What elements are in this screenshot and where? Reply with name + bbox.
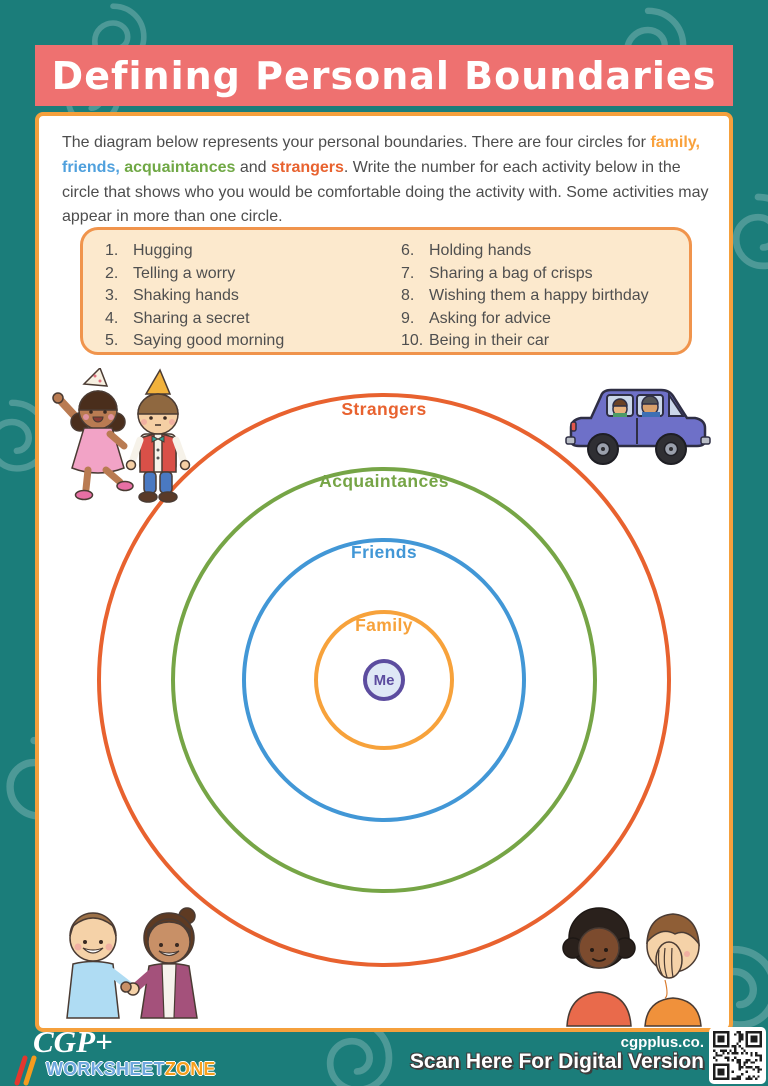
activity-number: 10. (401, 332, 424, 349)
worksheet-zone-logo (46, 1059, 216, 1080)
keyword-separator: and (235, 158, 271, 176)
cgp-plus-logo: CGP+ (33, 1024, 113, 1059)
activity-number: 9. (401, 309, 415, 327)
zone-logo-text: ZONE (164, 1059, 216, 1079)
activity-number: 6. (401, 242, 415, 259)
activity-label: Being in their car (429, 332, 550, 349)
activity-label: Saying good morning (133, 332, 285, 349)
activity-item (401, 263, 689, 286)
label-acquaintances: Acquaintances (319, 471, 449, 491)
activity-label: Telling a worry (133, 264, 236, 282)
activity-label: Holding hands (429, 242, 532, 259)
scan-here-text: Scan Here For Digital Version (409, 1050, 704, 1073)
activity-item (105, 263, 401, 286)
dancing-girl (53, 368, 133, 500)
activity-column-left (105, 240, 401, 352)
activity-item (105, 330, 401, 353)
car-body (566, 390, 710, 446)
label-strangers: Strangers (341, 399, 427, 419)
activity-label: Hugging (133, 242, 193, 259)
keyword-family: family (650, 134, 696, 151)
dancing-boy (127, 370, 190, 502)
page-title: Defining Personal Boundaries (51, 53, 717, 98)
header-band (35, 45, 733, 106)
activity-number: 7. (401, 264, 415, 282)
secret-boy (645, 914, 701, 1026)
worksheet-logo-text: WORKSHEET (46, 1059, 165, 1079)
car-illustration (563, 378, 713, 473)
label-friends: Friends (350, 542, 417, 562)
intro-text (62, 131, 714, 230)
keyword-friends: friends (62, 158, 116, 176)
label-me: Me (373, 671, 395, 689)
keyword-strangers: strangers (270, 158, 344, 176)
children-shaking-hands-illustration (47, 900, 217, 1022)
intro-part2: . Write the number for each activity below in the circle that shows who you would be comfortable doing the activity with. Some activities may appear in more than one circle. (62, 158, 709, 226)
activity-column-right (401, 240, 689, 352)
circle-me (363, 659, 405, 701)
worksheetzone-w-icon (12, 1054, 42, 1086)
keyword-separator: , (115, 158, 125, 176)
qr-pattern (713, 1031, 762, 1080)
activity-item (401, 308, 689, 331)
activity-number: 3. (105, 287, 119, 304)
activity-number: 4. (105, 309, 119, 327)
keyword-acquaintances: acquaintances (124, 158, 236, 176)
handshake-boy (67, 913, 129, 1018)
activity-label: Shaking hands (133, 287, 239, 304)
activity-label: Wishing them a happy birthday (429, 287, 649, 304)
activity-number: 1. (105, 242, 119, 259)
activity-item (105, 308, 401, 331)
secret-girl (563, 908, 635, 1026)
activity-number: 5. (105, 332, 119, 349)
keyword-separator: , (695, 134, 700, 151)
activity-item (401, 240, 689, 263)
activity-label: Asking for advice (429, 309, 551, 327)
activity-number: 2. (105, 264, 119, 282)
qr-code (709, 1027, 766, 1084)
activity-list-box (80, 227, 692, 355)
activity-number: 8. (401, 287, 415, 304)
activity-item (401, 330, 689, 353)
label-family: Family (355, 615, 413, 635)
activity-label: Sharing a bag of crisps (429, 264, 593, 282)
activity-item (105, 240, 401, 263)
activity-item (401, 285, 689, 308)
handshake-hands (121, 982, 139, 995)
activity-item (105, 285, 401, 308)
activity-label: Sharing a secret (133, 309, 250, 327)
children-dancing-illustration (44, 368, 206, 506)
handshake-girl (135, 908, 197, 1018)
children-secret-illustration (553, 896, 725, 1028)
site-url: cgpplus.co. (620, 1034, 704, 1051)
intro-part1: The diagram below represents your personal boundaries. There are four circles for (62, 134, 651, 151)
